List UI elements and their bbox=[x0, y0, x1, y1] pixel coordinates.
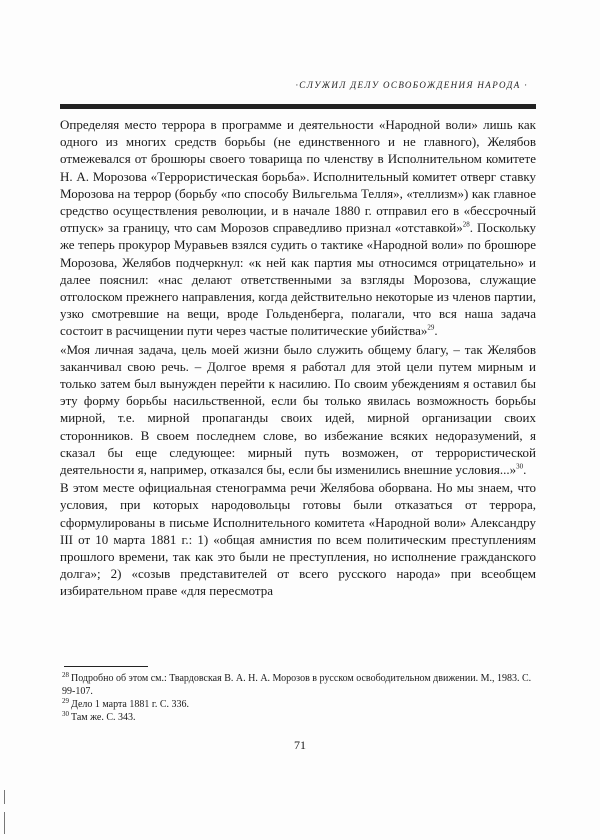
scan-margin-mark bbox=[4, 790, 5, 804]
footnote-28 bbox=[62, 672, 532, 698]
footnote-rule bbox=[64, 666, 148, 667]
paragraph-2 bbox=[60, 341, 536, 479]
paragraph-1 bbox=[60, 116, 536, 340]
paragraph-2-text: «Моя личная задача, цель моей жизни было служить общему благу, – так Желябов заканчивал свою речь. – Долгое время я работал для этой цели путем мирным и только затем был вынужден перейти к насилию. По своим убеждениям я оставил бы эту форму борьбы насильственной, если бы только явилась возможность борьбы мирной, т.е. мирной пропаганды своих идей, мирной организации своих сторонников. В своем последнем слове, во избежание всяких недоразумений, я сказал бы еще следующее: мирный путь возможен, от террористической деятельности я, например, отказался бы, если бы изменились внешние условия...» bbox=[60, 341, 536, 478]
paragraph-1-text-end: . bbox=[434, 323, 438, 339]
scan-margin-mark bbox=[4, 812, 5, 834]
paragraph-3-text: В этом месте официальная стенограмма речи Желябова оборвана. Но мы знаем, что условия, при которых народовольцы готовы были отказаться от террора, сформулированы в письме Исполнительного комитета «Народной воли» Александру III от 10 марта 1881 г.: 1) «общая амнистия по всем политическим преступлениям прошлого времени, так как это были не преступления, но исполнение гражданского долга»; 2) «созыв представителей от всего русского народа» при всеобщем избирательном праве «для пересмотра bbox=[60, 480, 536, 599]
footnote-number: 30 bbox=[62, 709, 69, 718]
footnote-ref-28[interactable]: 28 bbox=[462, 220, 470, 229]
footnote-29 bbox=[62, 698, 532, 711]
paragraph-3 bbox=[60, 479, 536, 599]
paragraph-2-text-end: . bbox=[523, 462, 527, 478]
running-header: ·СЛУЖИЛ ДЕЛУ ОСВОБОЖДЕНИЯ НАРОДА · bbox=[295, 80, 528, 90]
footnotes bbox=[62, 672, 532, 724]
footnote-ref-29[interactable]: 29 bbox=[427, 324, 435, 333]
footnote-text: Подробно об этом см.: Твардовская В. А. Н. А. Морозов в русском освободительном движении. М., 1983. С. 99-107. bbox=[62, 673, 532, 697]
footnote-ref-30[interactable]: 30 bbox=[516, 462, 524, 471]
paragraph-1-text-cont: . Поскольку же теперь прокурор Муравьев взялся судить о тактике «Народной воли» по брошюре Морозова, Желябов подчеркнул: «к ней как партия мы относимся отрицательно» и далее пояснил: «нас делают ответственными за взгляды Морозова, служащие отголоском прежнего направления, когда действительно некоторые из членов партии, узко смотревшие на вещи, вроде Гольденберга, полагали, что вся наша задача состоит в расчищении пути через частые политические убийства» bbox=[60, 220, 536, 339]
footnote-number: 28 bbox=[62, 670, 69, 679]
body-text bbox=[60, 116, 536, 600]
paragraph-1-text: Определяя место террора в программе и деятельности «Народной воли» лишь как одного из многих средств борьбы (не единственного и не главного), Желябов отмежевался от брошюры своего товарища по членству в Исполнительном комитете Н. А. Морозова «Террористическая борьба». Исполнительный комитет отверг ставку Морозова на террор (борьбу «по способу Вильгельма Телля», «теллизм») как главное средство осуществления революции, и в начале 1880 г. отправил его в «бессрочный отпуск» за границу, что сам Морозов справедливо признал «отставкой» bbox=[60, 117, 536, 236]
footnote-30 bbox=[62, 711, 532, 724]
footnote-number: 29 bbox=[62, 696, 69, 705]
footnote-text: Там же. С. 343. bbox=[71, 712, 136, 723]
page-number: 71 bbox=[294, 738, 306, 752]
header-rule bbox=[60, 104, 536, 109]
footnote-text: Дело 1 марта 1881 г. С. 336. bbox=[71, 699, 190, 710]
